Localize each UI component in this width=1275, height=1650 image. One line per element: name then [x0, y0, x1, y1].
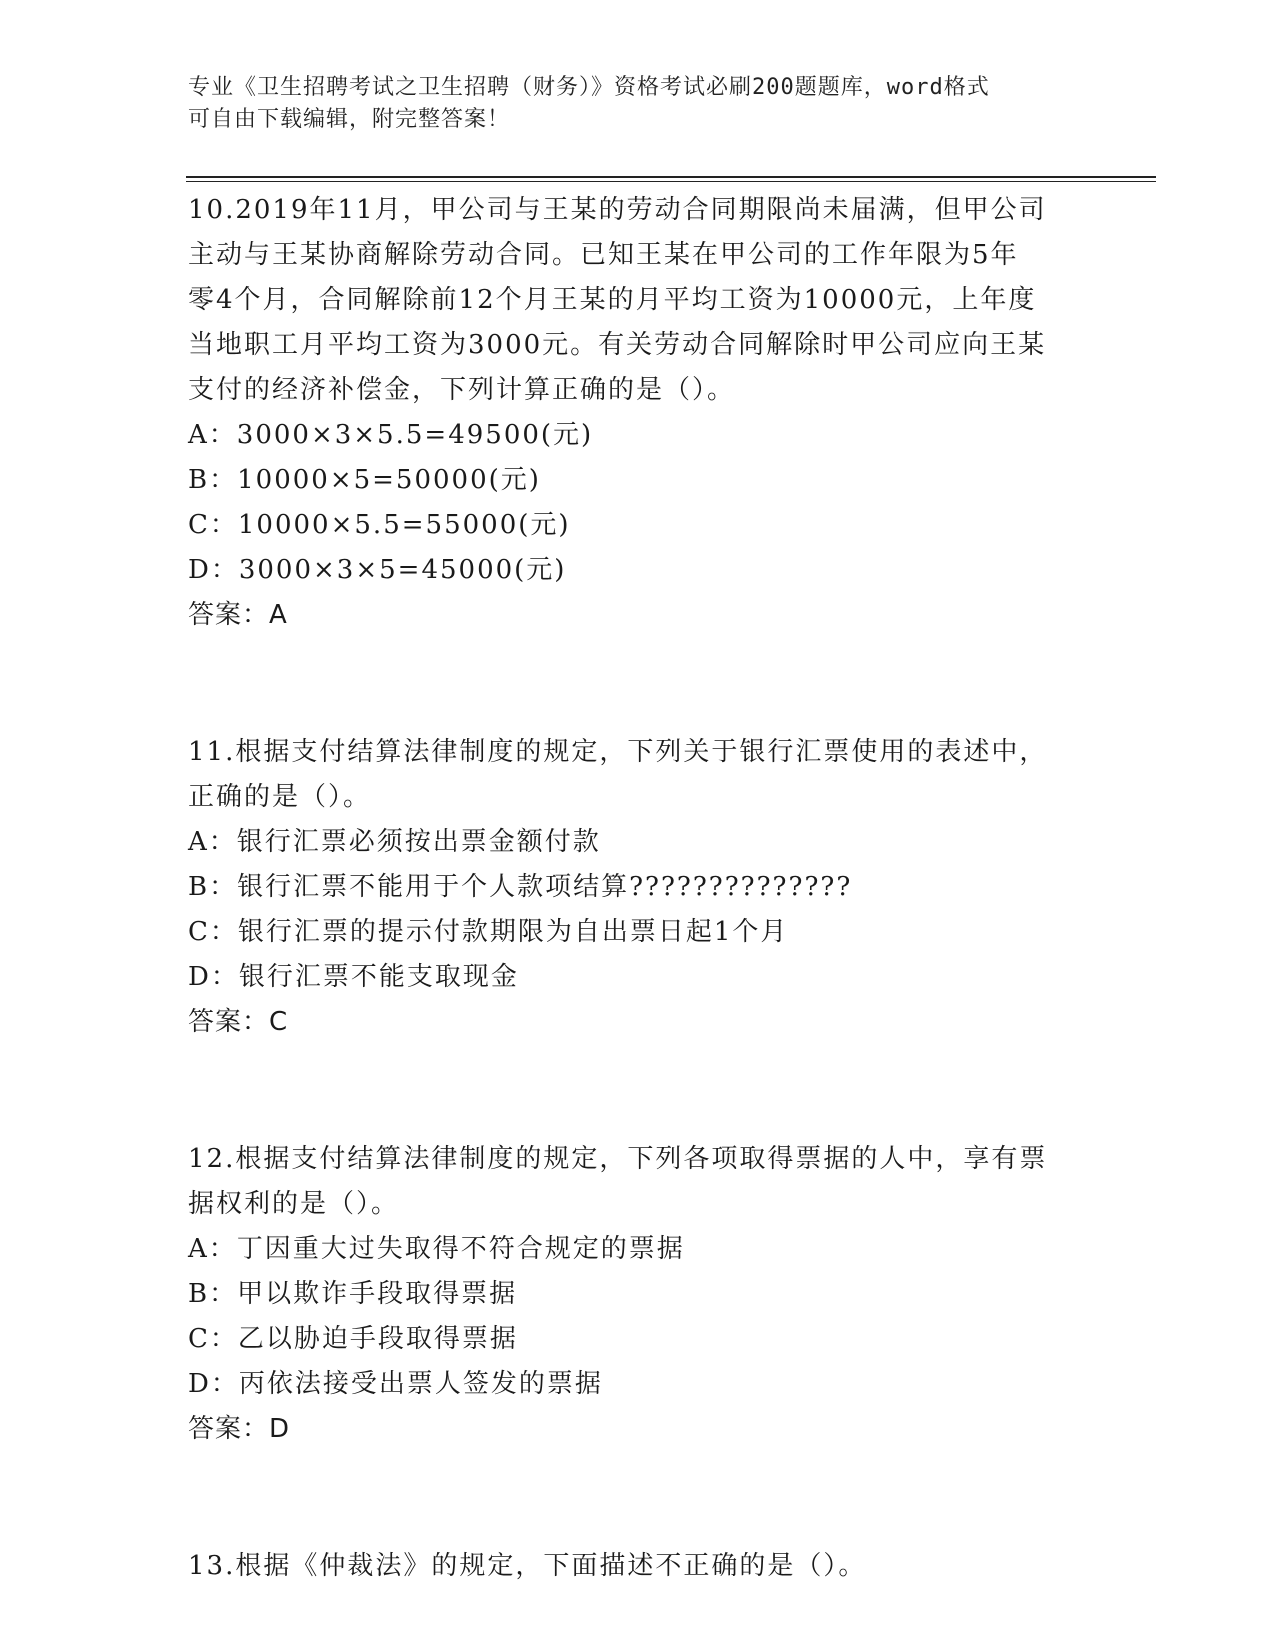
question-stem-line: 正确的是（）。	[188, 782, 372, 812]
answer-label: 答案：D	[188, 1414, 291, 1444]
option-a: A：银行汇票必须按出票金额付款	[188, 827, 601, 857]
option-b: B：银行汇票不能用于个人款项结算??????????????	[188, 872, 853, 902]
option-b: B：10000×5=50000(元)	[188, 465, 541, 495]
question-stem-line: 零4个月，合同解除前12个月王某的月平均工资为10000元，上年度	[188, 285, 1037, 315]
question-stem-line: 10.2019年11月，甲公司与王某的劳动合同期限尚未届满，但甲公司	[188, 195, 1047, 225]
header-divider	[186, 176, 1156, 182]
question-11	[188, 730, 1088, 1045]
option-c: C：乙以胁迫手段取得票据	[188, 1324, 518, 1354]
question-12	[188, 1137, 1088, 1452]
question-10	[188, 188, 1088, 638]
question-list	[188, 188, 1088, 1589]
question-stem-line: 13.根据《仲裁法》的规定，下面描述不正确的是（）。	[188, 1551, 867, 1581]
question-spacer	[188, 1045, 1088, 1137]
question-stem-line: 据权利的是（）。	[188, 1189, 400, 1219]
question-spacer	[188, 1452, 1088, 1544]
header-line-1: 专业《卫生招聘考试之卫生招聘（财务）》资格考试必刷200题题库，word格式	[188, 75, 990, 100]
option-d: D：丙依法接受出票人签发的票据	[188, 1369, 603, 1399]
header-line-2: 可自由下载编辑，附完整答案！	[188, 107, 511, 132]
option-a: A：丁因重大过失取得不符合规定的票据	[188, 1234, 685, 1264]
option-a: A：3000×3×5.5=49500(元)	[188, 420, 594, 450]
answer-label: 答案：C	[188, 1007, 289, 1037]
question-stem-line: 主动与王某协商解除劳动合同。已知王某在甲公司的工作年限为5年	[188, 240, 1019, 270]
option-d: D：银行汇票不能支取现金	[188, 962, 519, 992]
option-d: D：3000×3×5=45000(元)	[188, 555, 567, 585]
question-stem-line: 12.根据支付结算法律制度的规定，下列各项取得票据的人中，享有票	[188, 1144, 1048, 1174]
option-b: B：甲以欺诈手段取得票据	[188, 1279, 518, 1309]
question-stem-line: 当地职工月平均工资为3000元。有关劳动合同解除时甲公司应向王某	[188, 330, 1047, 360]
option-c: C：10000×5.5=55000(元)	[188, 510, 571, 540]
option-c: C：银行汇票的提示付款期限为自出票日起1个月	[188, 917, 789, 947]
question-13	[188, 1544, 1088, 1589]
document-header	[188, 72, 1068, 136]
answer-label: 答案：A	[188, 600, 288, 630]
question-stem-line: 支付的经济补偿金，下列计算正确的是（）。	[188, 375, 736, 405]
question-spacer	[188, 638, 1088, 730]
question-stem-line: 11.根据支付结算法律制度的规定，下列关于银行汇票使用的表述中，	[188, 737, 1048, 767]
